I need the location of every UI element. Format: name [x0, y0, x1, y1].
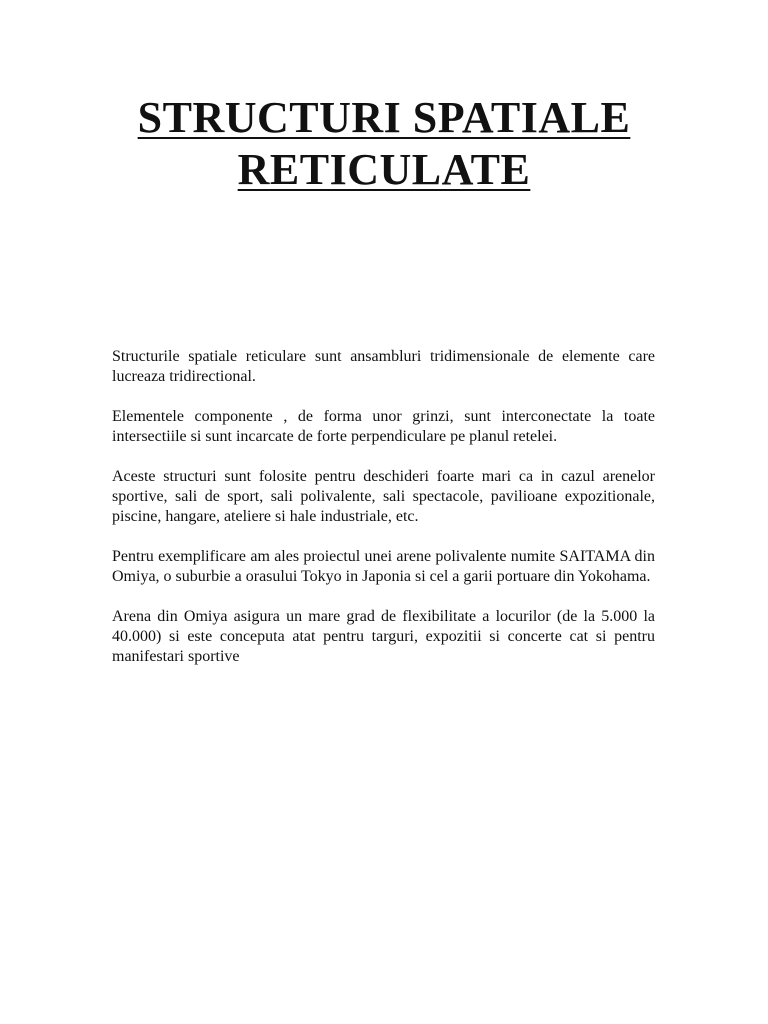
title-line-1: STRUCTURI SPATIALE — [137, 93, 631, 142]
paragraph-1: Structurile spatiale reticulare sunt ansambluri tridimensionale de elemente care lucreaza tridirectional. — [112, 348, 655, 385]
document-title — [0, 92, 768, 196]
paragraph-3: Aceste structuri sunt folosite pentru deschideri foarte mari ca in cazul arenelor sportive, sali de sport, sali polivalente, sali spectacole, pavilioane expozitionale, piscine, hangare, ateliere si hale industriale, etc. — [112, 468, 655, 525]
paragraph-5: Arena din Omiya asigura un mare grad de flexibilitate a locurilor (de la 5.000 la 40.000) si este conceputa atat pentru targuri, expozitii si concerte cat si pentru manifestari sportive — [112, 608, 655, 665]
paragraph-4: Pentru exemplificare am ales proiectul unei arene polivalente numite SAITAMA din Omiya, o suburbie a orasului Tokyo in Japonia si cel a garii portuare din Yokohama. — [112, 548, 655, 585]
title-line-2: RETICULATE — [237, 145, 531, 194]
document-body — [112, 347, 655, 687]
paragraph-2: Elementele componente , de forma unor grinzi, sunt interconectate la toate intersectiile si sunt incarcate de forte perpendiculare pe planul retelei. — [112, 408, 655, 445]
